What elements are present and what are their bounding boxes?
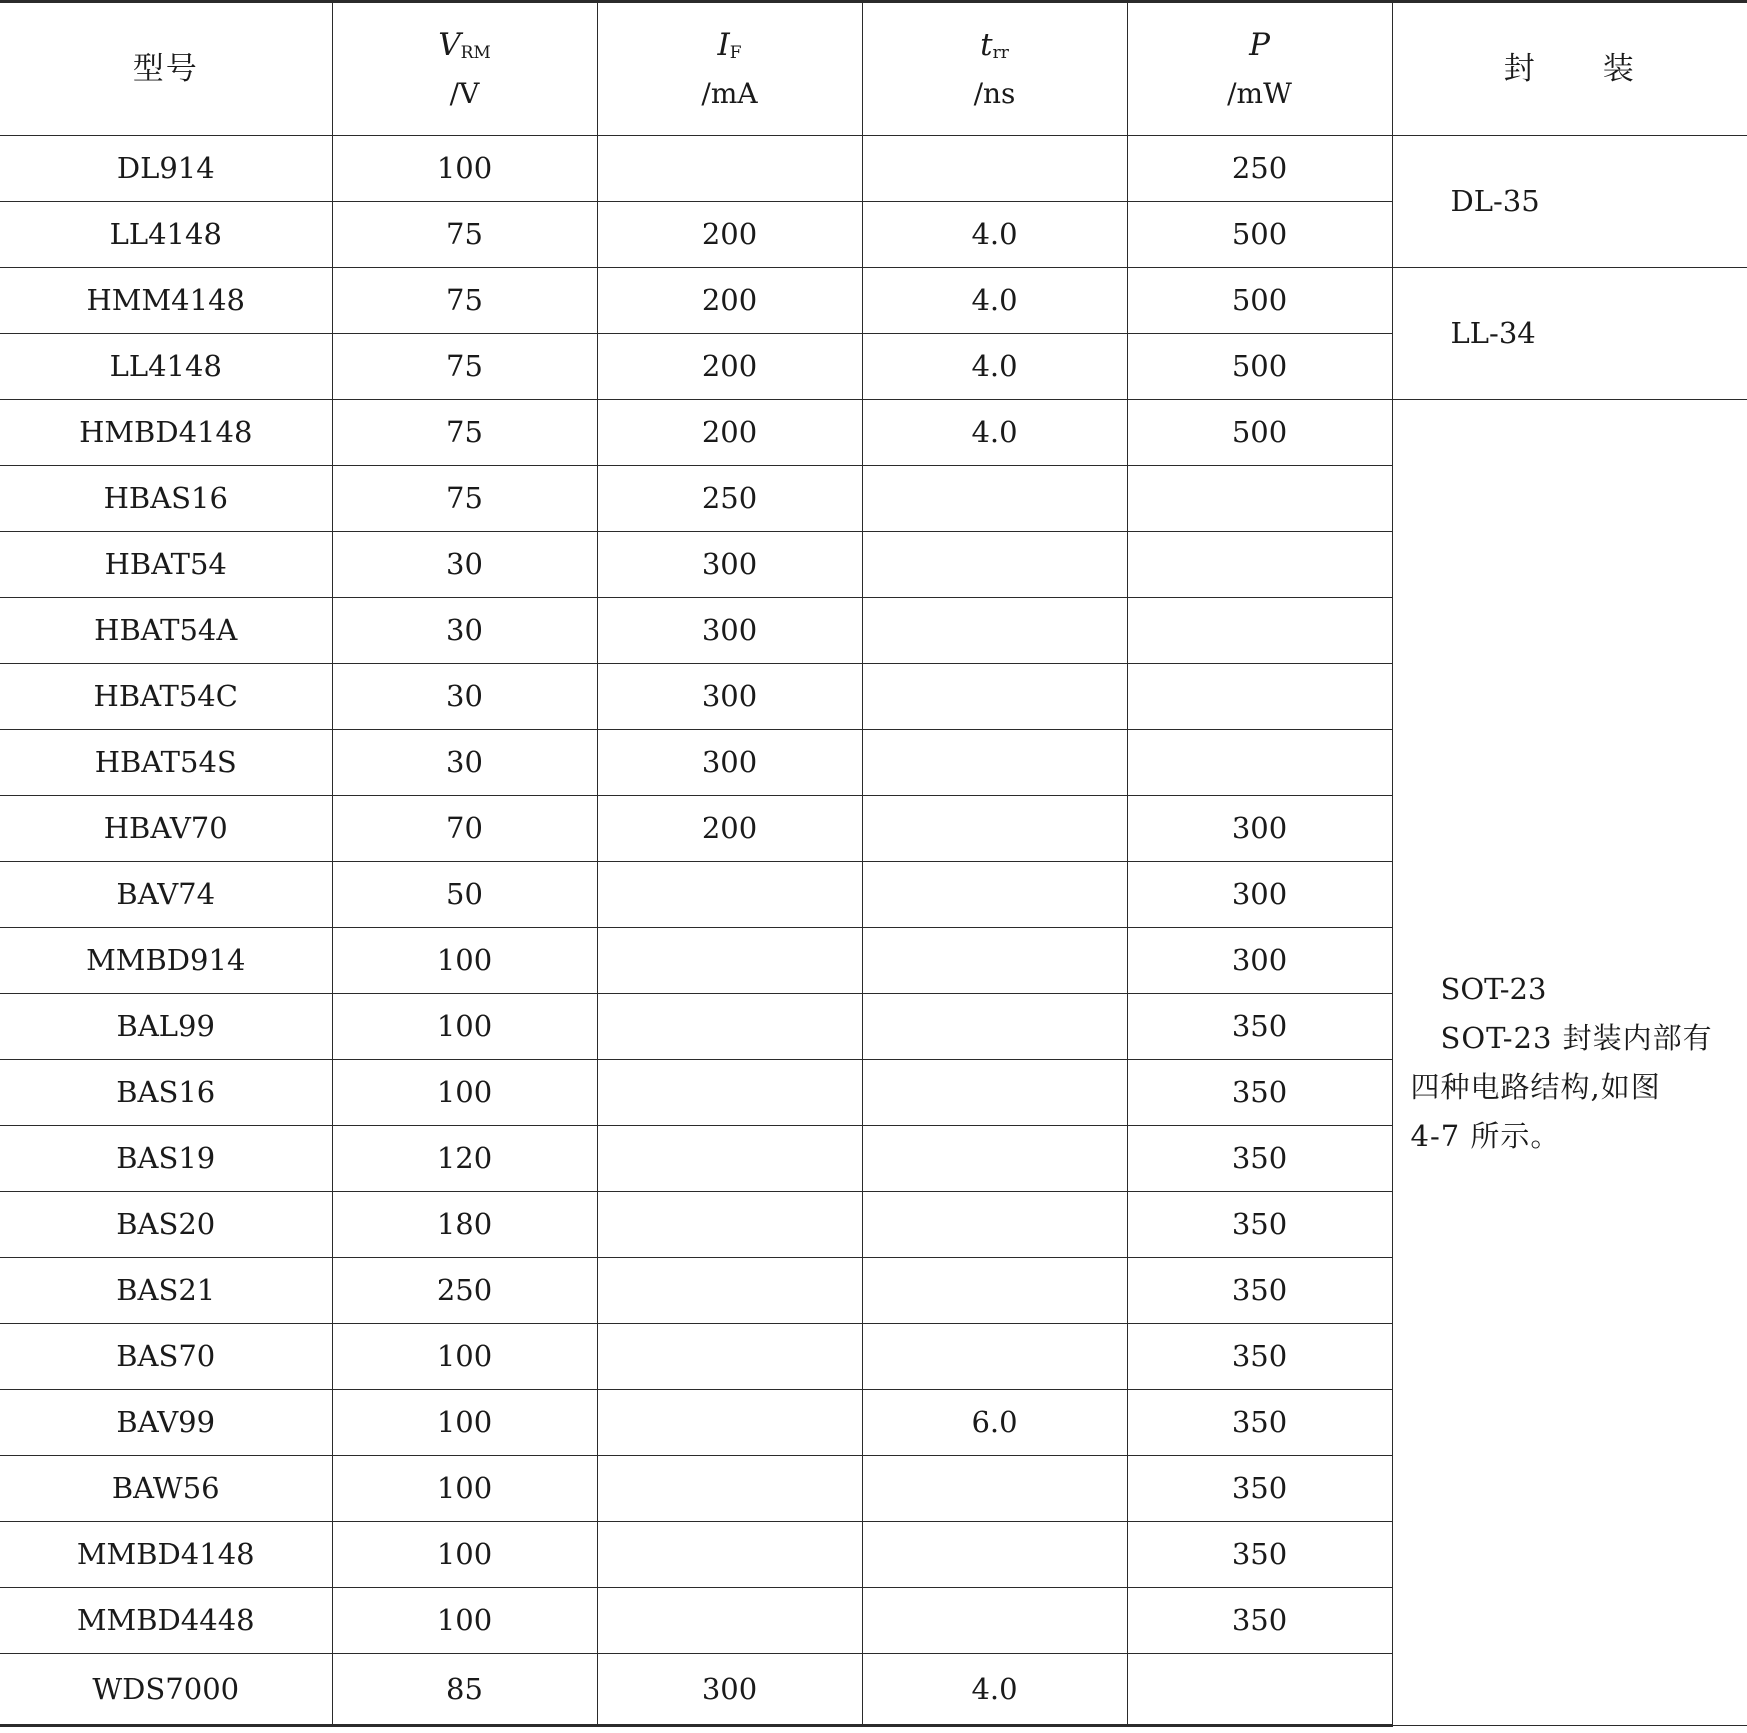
header-row xyxy=(0,2,1747,136)
header-vrm-unit: /V xyxy=(449,77,480,110)
cell-trr xyxy=(862,994,1127,1060)
header-model-label: 型号 xyxy=(132,50,199,87)
cell-if xyxy=(597,1324,862,1390)
cell-model: HMM4148 xyxy=(0,268,332,334)
cell-trr xyxy=(862,862,1127,928)
cell-p: 350 xyxy=(1127,1126,1392,1192)
cell-trr xyxy=(862,1588,1127,1654)
cell-trr xyxy=(862,532,1127,598)
cell-model: HBAT54A xyxy=(0,598,332,664)
cell-if xyxy=(597,928,862,994)
cell-trr: 4.0 xyxy=(862,400,1127,466)
cell-if: 200 xyxy=(597,334,862,400)
cell-if: 300 xyxy=(597,598,862,664)
cell-if: 300 xyxy=(597,664,862,730)
header-if-unit: /mA xyxy=(701,77,758,110)
cell-p: 500 xyxy=(1127,334,1392,400)
cell-vrm: 120 xyxy=(332,1126,597,1192)
cell-vrm: 30 xyxy=(332,730,597,796)
cell-if: 200 xyxy=(597,400,862,466)
cell-trr: 4.0 xyxy=(862,268,1127,334)
cell-vrm: 75 xyxy=(332,466,597,532)
cell-p: 350 xyxy=(1127,1456,1392,1522)
header-package xyxy=(1392,2,1747,136)
cell-trr xyxy=(862,1126,1127,1192)
cell-trr xyxy=(862,1060,1127,1126)
header-if-symbol: $I_F$ xyxy=(717,27,742,63)
cell-vrm: 100 xyxy=(332,1522,597,1588)
header-p xyxy=(1127,2,1392,136)
cell-if xyxy=(597,1060,862,1126)
cell-vrm: 85 xyxy=(332,1654,597,1726)
cell-p: 300 xyxy=(1127,796,1392,862)
cell-p xyxy=(1127,532,1392,598)
cell-if: 300 xyxy=(597,1654,862,1726)
cell-if xyxy=(597,1456,862,1522)
table-row xyxy=(0,400,1747,466)
table-body xyxy=(0,136,1747,1726)
package-sot23 xyxy=(1392,400,1747,1726)
package-dl35: DL-35 xyxy=(1392,136,1747,268)
cell-vrm: 100 xyxy=(332,1060,597,1126)
cell-model: BAS16 xyxy=(0,1060,332,1126)
cell-if: 300 xyxy=(597,730,862,796)
cell-trr xyxy=(862,1258,1127,1324)
cell-if xyxy=(597,994,862,1060)
cell-model: BAW56 xyxy=(0,1456,332,1522)
header-if xyxy=(597,2,862,136)
cell-model: HBAT54 xyxy=(0,532,332,598)
cell-if: 300 xyxy=(597,532,862,598)
cell-p xyxy=(1127,466,1392,532)
cell-if: 250 xyxy=(597,466,862,532)
cell-trr: 4.0 xyxy=(862,1654,1127,1726)
header-vrm xyxy=(332,2,597,136)
cell-p: 300 xyxy=(1127,862,1392,928)
cell-vrm: 100 xyxy=(332,136,597,202)
cell-vrm: 75 xyxy=(332,334,597,400)
cell-p: 500 xyxy=(1127,202,1392,268)
cell-model: LL4148 xyxy=(0,202,332,268)
cell-p xyxy=(1127,664,1392,730)
cell-trr xyxy=(862,928,1127,994)
cell-p: 350 xyxy=(1127,1522,1392,1588)
cell-model: BAV74 xyxy=(0,862,332,928)
cell-vrm: 100 xyxy=(332,1324,597,1390)
cell-if xyxy=(597,1126,862,1192)
cell-if xyxy=(597,1192,862,1258)
cell-trr xyxy=(862,664,1127,730)
cell-vrm: 250 xyxy=(332,1258,597,1324)
header-vrm-symbol: $V_{RM}$ xyxy=(438,27,491,63)
cell-vrm: 100 xyxy=(332,994,597,1060)
cell-vrm: 75 xyxy=(332,268,597,334)
cell-p: 500 xyxy=(1127,400,1392,466)
cell-vrm: 30 xyxy=(332,532,597,598)
header-package-label: 封 装 xyxy=(1503,50,1636,87)
cell-if: 200 xyxy=(597,202,862,268)
cell-if xyxy=(597,1390,862,1456)
cell-p: 350 xyxy=(1127,1324,1392,1390)
cell-p: 350 xyxy=(1127,1060,1392,1126)
cell-model: MMBD4148 xyxy=(0,1522,332,1588)
cell-vrm: 50 xyxy=(332,862,597,928)
cell-p: 250 xyxy=(1127,136,1392,202)
cell-model: HBAV70 xyxy=(0,796,332,862)
cell-p: 350 xyxy=(1127,1390,1392,1456)
cell-model: BAS21 xyxy=(0,1258,332,1324)
header-trr-symbol: $t_{rr}$ xyxy=(980,27,1009,63)
cell-trr: 4.0 xyxy=(862,202,1127,268)
header-model xyxy=(0,2,332,136)
cell-model: BAS20 xyxy=(0,1192,332,1258)
cell-model: HBAT54C xyxy=(0,664,332,730)
cell-vrm: 180 xyxy=(332,1192,597,1258)
cell-vrm: 70 xyxy=(332,796,597,862)
cell-if xyxy=(597,136,862,202)
cell-trr xyxy=(862,136,1127,202)
cell-model: BAS70 xyxy=(0,1324,332,1390)
cell-vrm: 75 xyxy=(332,202,597,268)
cell-model: MMBD4448 xyxy=(0,1588,332,1654)
cell-p: 350 xyxy=(1127,1588,1392,1654)
cell-if xyxy=(597,862,862,928)
cell-p xyxy=(1127,1654,1392,1726)
cell-trr xyxy=(862,1324,1127,1390)
cell-model: WDS7000 xyxy=(0,1654,332,1726)
header-trr xyxy=(862,2,1127,136)
cell-model: HBAS16 xyxy=(0,466,332,532)
cell-trr: 6.0 xyxy=(862,1390,1127,1456)
cell-trr xyxy=(862,1456,1127,1522)
cell-vrm: 100 xyxy=(332,1390,597,1456)
cell-trr xyxy=(862,1192,1127,1258)
cell-p: 500 xyxy=(1127,268,1392,334)
cell-trr xyxy=(862,466,1127,532)
package-sot23-note-line2: 四种电路结构,如图 xyxy=(1410,1069,1661,1104)
header-p-unit: /mW xyxy=(1227,77,1292,110)
cell-p: 350 xyxy=(1127,1192,1392,1258)
cell-model: MMBD914 xyxy=(0,928,332,994)
cell-trr xyxy=(862,730,1127,796)
cell-p xyxy=(1127,730,1392,796)
cell-model: BAV99 xyxy=(0,1390,332,1456)
cell-model: BAL99 xyxy=(0,994,332,1060)
header-trr-unit: /ns xyxy=(973,77,1016,110)
table-row xyxy=(0,268,1747,334)
cell-trr xyxy=(862,796,1127,862)
cell-model: DL914 xyxy=(0,136,332,202)
package-sot23-title: SOT-23 xyxy=(1440,971,1547,1006)
cell-if xyxy=(597,1522,862,1588)
cell-vrm: 100 xyxy=(332,928,597,994)
header-p-symbol: P xyxy=(1249,27,1270,63)
cell-model: HBAT54S xyxy=(0,730,332,796)
cell-if: 200 xyxy=(597,268,862,334)
cell-vrm: 100 xyxy=(332,1456,597,1522)
table-row xyxy=(0,136,1747,202)
cell-p: 350 xyxy=(1127,1258,1392,1324)
cell-p: 300 xyxy=(1127,928,1392,994)
cell-vrm: 100 xyxy=(332,1588,597,1654)
cell-vrm: 75 xyxy=(332,400,597,466)
package-sot23-note-line1: SOT-23 封装内部有 xyxy=(1440,1020,1713,1055)
cell-model: HMBD4148 xyxy=(0,400,332,466)
cell-model: BAS19 xyxy=(0,1126,332,1192)
package-ll34: LL-34 xyxy=(1392,268,1747,400)
cell-model: LL4148 xyxy=(0,334,332,400)
cell-vrm: 30 xyxy=(332,664,597,730)
cell-trr: 4.0 xyxy=(862,334,1127,400)
cell-p xyxy=(1127,598,1392,664)
cell-if xyxy=(597,1258,862,1324)
cell-trr xyxy=(862,1522,1127,1588)
cell-if xyxy=(597,1588,862,1654)
cell-if: 200 xyxy=(597,796,862,862)
cell-vrm: 30 xyxy=(332,598,597,664)
cell-trr xyxy=(862,598,1127,664)
package-sot23-note-line3: 4-7 所示。 xyxy=(1410,1118,1561,1153)
cell-p: 350 xyxy=(1127,994,1392,1060)
